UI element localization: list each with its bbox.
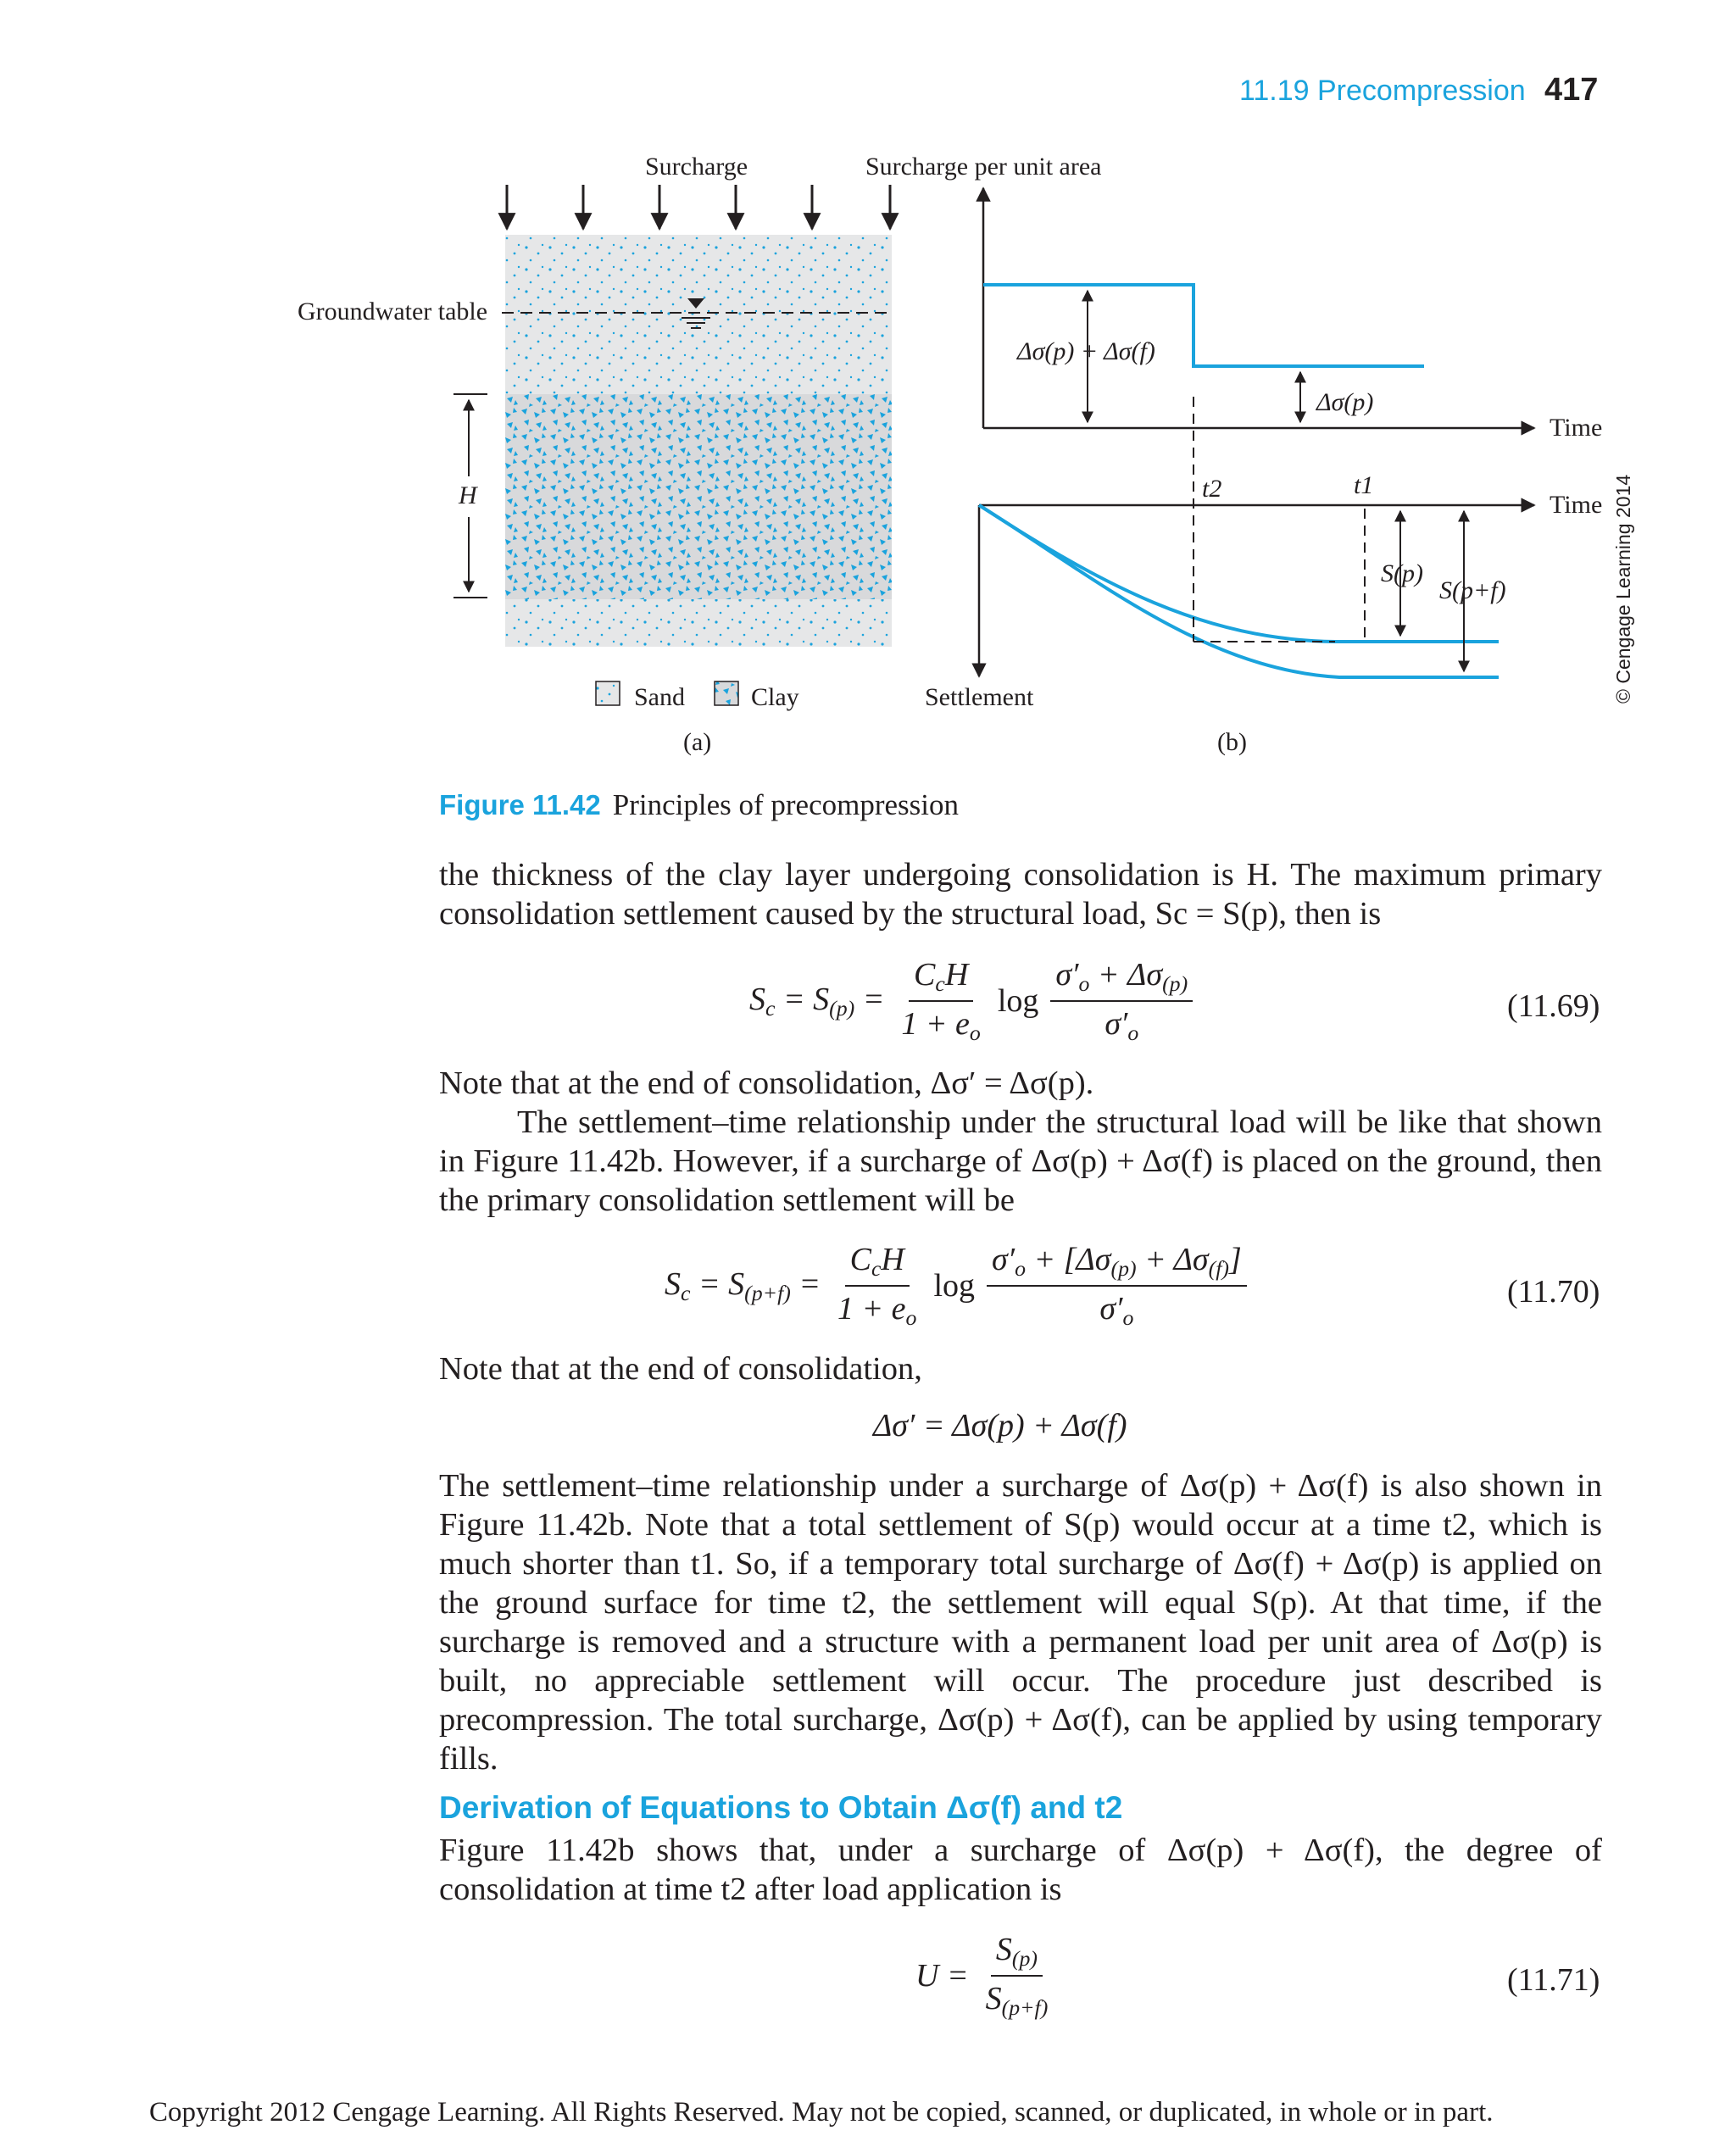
note-2: Note that at the end of consolidation, (439, 1351, 922, 1387)
page-number: 417 (1544, 72, 1599, 108)
load-time-graph (983, 188, 1534, 428)
figure-11-42 (0, 0, 1736, 763)
time-label-top: Time (1550, 414, 1603, 442)
caption-text: Principles of precompression (612, 788, 960, 821)
paragraph-3: The settlement–time relationship under a surcharge of Δσ(p) + Δσ(f) is also shown in Figure 11.42b. Note that a total settlement of S(p) would occur at a time t2, which is much shorter than t1. So, if a temporary total surcharge of Δσ(f) + Δσ(p) is applied on the ground surface for time t2, the settlement will equal S(p). At that time, if the surcharge is removed and a structure with a permanent load per unit area of Δσ(p) is built, no appreciable settlement will occur. The procedure just described is precompression. The total surcharge, Δσ(p) + Δσ(f), can be applied by using temporary fills. (439, 1468, 1602, 1777)
note-1: Note that at the end of consolidation, Δσ′ = Δσ(p). (439, 1065, 1094, 1101)
s-pf-label: S(p+f) (1439, 576, 1506, 604)
equation-11-70: $S_c = S_{(p+f)}$ = $\frac{C_cH}{1 + e_o}$ log $\frac{\sigma'_o + [\Delta\sigma_{(p)} + \Delta\sigma_{(f)}]}{\sigma'_o}$ (665, 1241, 1247, 1331)
sand-label: Sand (634, 683, 685, 711)
side-copyright: © Cengage Learning 2014 (1612, 474, 1634, 704)
time-label-bottom: Time (1550, 491, 1603, 519)
load-p-label: Δσ(p) (1316, 388, 1374, 416)
surcharge-arrows (507, 185, 890, 229)
surcharge-per-unit-area-label: Surcharge per unit area (865, 153, 1102, 181)
paragraph-2: The settlement–time relationship under the structural load will be like that shown in Figure 11.42b. However, if a surcharge of Δσ(p) + Δσ(f) is placed on the ground, then the primary consolidation settlement will be (439, 1104, 1602, 1218)
soil-profile (453, 185, 892, 705)
paragraph-4: Figure 11.42b shows that, under a surcharge of Δσ(p) + Δσ(f), the degree of consolidation at time t2 after load application is (439, 1833, 1602, 1907)
settlement-time-graph (979, 397, 1534, 677)
equation-delta-sigma: Δσ′ = Δσ(p) + Δσ(f) (873, 1408, 1127, 1443)
sand-legend-swatch (596, 681, 620, 705)
clay-legend-swatch (715, 681, 738, 705)
part-a-label: (a) (683, 728, 712, 756)
s-p-label: S(p) (1381, 559, 1423, 587)
figure-caption (439, 788, 959, 822)
equation-number-11-69: (11.69) (1507, 988, 1600, 1024)
surcharge-label: Surcharge (645, 153, 748, 181)
groundwater-table-label: Groundwater table (298, 298, 488, 325)
clay-layer (505, 394, 892, 599)
settlement-curve-pf (979, 505, 1499, 677)
running-head-section: 11.19 Precompression (1239, 75, 1526, 107)
equation-11-69: $S_c = S_{(p)}$ = $\frac{C_cH}{1 + e_o}$ log $\frac{\sigma'_o + \Delta\sigma_{(p)}}{\sigma'_o}$ (749, 956, 1193, 1046)
t2-label: t2 (1202, 475, 1222, 503)
footer-copyright: Copyright 2012 Cengage Learning. All Rights Reserved. May not be copied, scanned, or duplicated, in whole or in part. (149, 2097, 1494, 2128)
equation-11-71: U = $\frac{S_{(p)}}{S_{(p+f)}}$ (915, 1932, 1049, 2021)
h-label: H (459, 481, 477, 509)
load-total-label: Δσ(p) + Δσ(f) (1017, 337, 1155, 365)
paragraph-1: the thickness of the clay layer undergoing consolidation is H. The maximum primary consolidation settlement caused by the structural load, Sc = S(p), then is (439, 857, 1602, 932)
clay-label: Clay (751, 683, 799, 711)
t1-label: t1 (1354, 471, 1374, 499)
part-b-label: (b) (1217, 728, 1247, 756)
equation-number-11-71: (11.71) (1507, 1962, 1600, 1998)
derivation-heading: Derivation of Equations to Obtain Δσ(f) and t2 (439, 1790, 1123, 1825)
caption-label: Figure 11.42 (439, 789, 601, 820)
equation-number-11-70: (11.70) (1507, 1274, 1600, 1310)
settlement-label: Settlement (925, 683, 1034, 711)
